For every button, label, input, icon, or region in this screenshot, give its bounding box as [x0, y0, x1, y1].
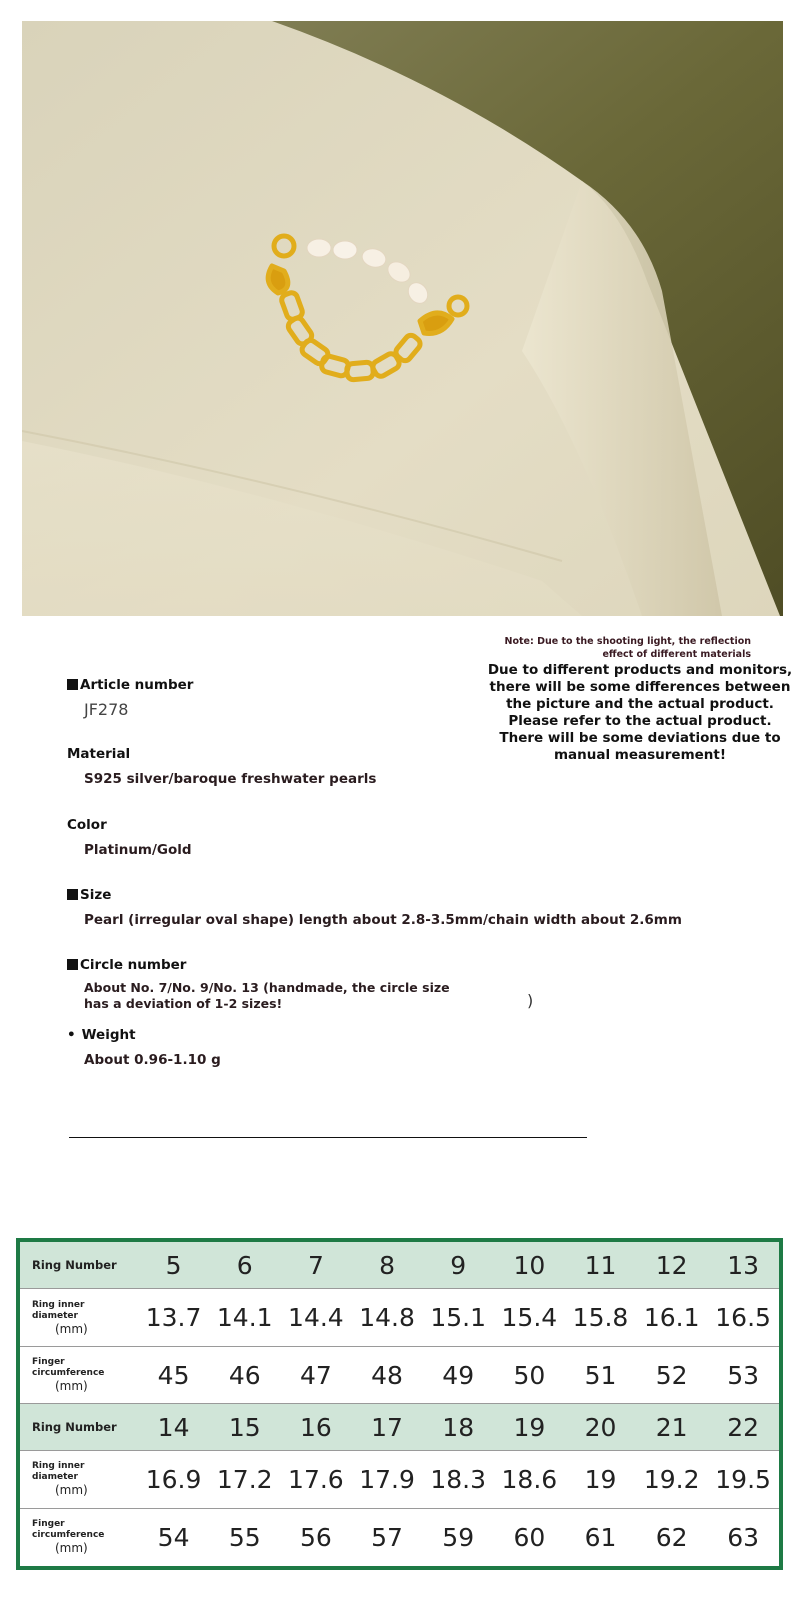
table-cell: 60 — [513, 1522, 546, 1552]
table-cell: 16.1 — [636, 1289, 707, 1347]
table-cell: 15.8 — [565, 1289, 636, 1347]
article-number-label — [67, 677, 193, 693]
table-cell: 17.9 — [351, 1451, 422, 1509]
inner-diameter-row — [18, 1451, 781, 1509]
inner-diameter-header-line2: diameter — [32, 1310, 78, 1321]
weight-label — [67, 1027, 136, 1043]
table-cell: 56 — [299, 1522, 332, 1552]
table-cell: 17 — [351, 1404, 422, 1451]
table-cell: 15 — [209, 1404, 280, 1451]
square-bullet-icon — [67, 959, 78, 970]
table-cell: 46 — [209, 1346, 280, 1404]
finger-circumference-row — [18, 1346, 781, 1404]
table-cell: 9 — [423, 1240, 494, 1289]
table-cell: 49 — [423, 1346, 494, 1404]
finger-circumference-header-line2: circumference — [32, 1368, 105, 1379]
dot-bullet-icon: • — [67, 1027, 76, 1043]
size-label-text: Size — [80, 887, 112, 903]
table-cell: 22 — [707, 1404, 781, 1451]
table-cell: 17.6 — [280, 1451, 351, 1509]
circle-number-closing-paren: ) — [527, 991, 534, 1010]
ring-photo-illustration — [22, 21, 783, 616]
table-cell: 13 — [707, 1240, 781, 1289]
table-cell: 18 — [423, 1404, 494, 1451]
unit-label: (mm) — [55, 1541, 88, 1556]
material-value: S925 silver/baroque freshwater pearls — [84, 771, 377, 787]
table-cell: 47 — [280, 1346, 351, 1404]
table-cell: 16.9 — [138, 1451, 209, 1509]
table-cell: 55 — [228, 1522, 261, 1552]
table-cell: 20 — [565, 1404, 636, 1451]
note-line-1: Note: Due to the shooting light, the reflection — [504, 636, 751, 647]
table-cell: 19.2 — [636, 1451, 707, 1509]
material-label: Material — [67, 746, 131, 762]
table-cell: 48 — [351, 1346, 422, 1404]
table-cell: 51 — [565, 1346, 636, 1404]
table-cell: 8 — [351, 1240, 422, 1289]
ring-size-table — [16, 1238, 783, 1570]
ring-number-row — [18, 1404, 781, 1451]
unit-label: (mm) — [55, 1483, 88, 1498]
table-cell: 19 — [494, 1404, 565, 1451]
table-cell: 19 — [565, 1451, 636, 1509]
table-cell: 50 — [494, 1346, 565, 1404]
article-number-value: JF278 — [84, 700, 129, 719]
finger-circumference-header — [18, 1508, 138, 1568]
ring-number-header: Ring Number — [18, 1240, 138, 1289]
inner-diameter-header-line1: Ring inner — [32, 1299, 85, 1310]
table-cell: 14 — [138, 1404, 209, 1451]
size-label — [67, 887, 111, 903]
table-cell: 17.2 — [209, 1451, 280, 1509]
table-cell: 45 — [138, 1346, 209, 1404]
table-cell: 16 — [280, 1404, 351, 1451]
finger-circumference-row — [18, 1508, 781, 1568]
table-cell: 19.5 — [707, 1451, 781, 1509]
inner-diameter-header — [18, 1289, 138, 1347]
monitor-difference-notice: Due to different products and monitors, there will be some differences between the picture and the actual product. Please refer to the actual product. There will be some deviations due to manual measurement! — [487, 662, 793, 763]
unit-label: (mm) — [55, 1379, 88, 1394]
ring-number-header: Ring Number — [18, 1404, 138, 1451]
table-cell: 11 — [565, 1240, 636, 1289]
note-line-2: effect of different materials — [602, 649, 751, 660]
table-cell: 63 — [727, 1522, 760, 1552]
divider-line — [69, 1137, 587, 1138]
weight-label-text: Weight — [81, 1027, 136, 1043]
square-bullet-icon — [67, 889, 78, 900]
table-cell: 57 — [371, 1522, 403, 1552]
shooting-light-note — [421, 635, 751, 661]
table-cell: 52 — [636, 1346, 707, 1404]
table-cell: 14.8 — [351, 1289, 422, 1347]
table-cell: 54 — [157, 1522, 190, 1552]
table-cell: 6 — [209, 1240, 280, 1289]
table-cell: 61 — [584, 1522, 617, 1552]
table-cell: 53 — [707, 1346, 781, 1404]
table-cell: 15.1 — [423, 1289, 494, 1347]
unit-label: (mm) — [55, 1321, 88, 1336]
article-number-label-text: Article number — [80, 677, 194, 693]
table-cell: 18.3 — [423, 1451, 494, 1509]
ring-number-row — [18, 1240, 781, 1289]
table-cell: 14.4 — [280, 1289, 351, 1347]
table-cell: 62 — [655, 1522, 688, 1552]
table-cell: 18.6 — [494, 1451, 565, 1509]
table-cell: 16.5 — [707, 1289, 781, 1347]
table-cell: 21 — [636, 1404, 707, 1451]
circle-number-label — [67, 957, 186, 973]
inner-diameter-header-line2: diameter — [32, 1472, 78, 1483]
table-cell: 14.1 — [209, 1289, 280, 1347]
table-cell: 13.7 — [138, 1289, 209, 1347]
finger-circumference-header — [18, 1346, 138, 1404]
table-cell: 15.4 — [494, 1289, 565, 1347]
finger-circumference-header-line1: Finger — [32, 1357, 65, 1368]
table-cell: 59 — [442, 1522, 475, 1552]
square-bullet-icon — [67, 679, 78, 690]
size-value: Pearl (irregular oval shape) length about 2.8-3.5mm/chain width about 2.6mm — [84, 912, 682, 928]
color-label: Color — [67, 817, 107, 833]
circle-number-label-text: Circle number — [80, 957, 187, 973]
table-cell: 7 — [280, 1240, 351, 1289]
table-cell: 12 — [636, 1240, 707, 1289]
inner-diameter-header — [18, 1451, 138, 1509]
table-cell: 5 — [138, 1240, 209, 1289]
table-cell: 10 — [494, 1240, 565, 1289]
circle-number-value: About No. 7/No. 9/No. 13 (handmade, the circle size has a deviation of 1-2 sizes! — [84, 980, 450, 1011]
color-value: Platinum/Gold — [84, 842, 192, 858]
weight-value: About 0.96-1.10 g — [84, 1052, 221, 1068]
product-photo — [22, 21, 783, 616]
inner-diameter-header-line1: Ring inner — [32, 1461, 85, 1472]
finger-circumference-header-line2: circumference — [32, 1530, 105, 1541]
finger-circumference-header-line1: Finger — [32, 1519, 65, 1530]
inner-diameter-row — [18, 1289, 781, 1347]
